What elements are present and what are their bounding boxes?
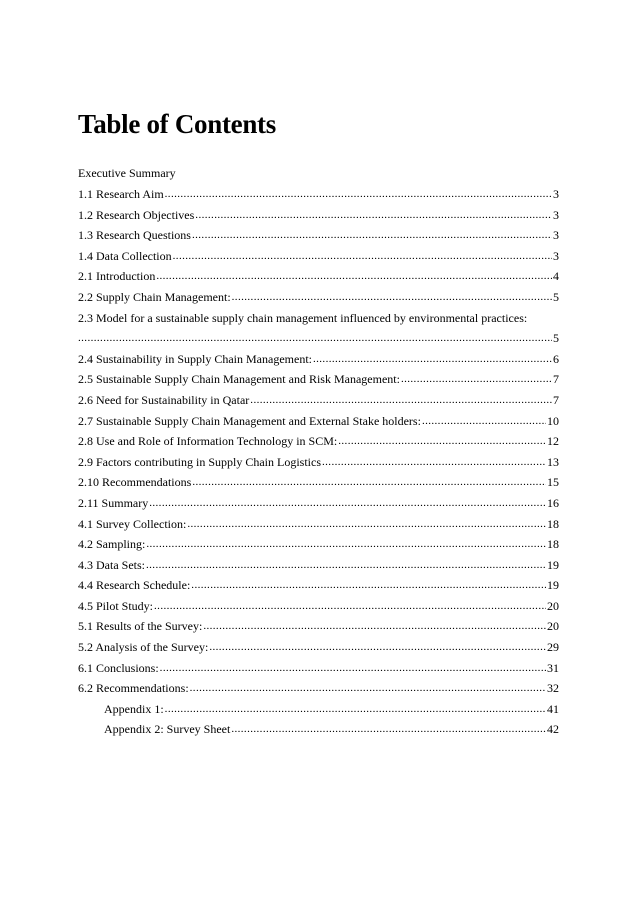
toc-entry-label: 2.7 Sustainable Supply Chain Management and External Stake holders: [78, 413, 421, 428]
toc-entry[interactable] [78, 390, 559, 411]
toc-leader-dots [156, 266, 552, 287]
toc-entry[interactable] [78, 246, 559, 267]
toc-entry-page: 7 [553, 372, 559, 387]
toc-leader-dots [322, 452, 546, 473]
toc-entry[interactable] [78, 514, 559, 535]
toc-leader-dots [191, 575, 546, 596]
toc-entry-label: 2.2 Supply Chain Management: [78, 289, 231, 304]
toc-leader-dots [173, 246, 552, 267]
toc-leader-dots [338, 431, 546, 452]
toc-entry-page: 18 [547, 516, 559, 531]
toc-entries [78, 184, 559, 740]
toc-entry-label: 2.5 Sustainable Supply Chain Management and Risk Management: [78, 372, 400, 387]
toc-entry-label: 2.11 Summary [78, 495, 149, 510]
toc-entry[interactable] [78, 411, 559, 432]
toc-entry-appendix[interactable] [78, 719, 559, 740]
toc-entry-label: 6.1 Conclusions: [78, 660, 159, 675]
toc-leader-dots [203, 616, 546, 637]
toc-entry[interactable] [78, 184, 559, 205]
toc-leader-dots [149, 493, 546, 514]
toc-entry-page: 6 [553, 351, 559, 366]
toc-entry-label: 1.2 Research Objectives [78, 207, 195, 222]
toc-entry-page: 12 [547, 434, 559, 449]
toc-leader-dots [232, 287, 552, 308]
executive-summary-entry: Executive Summary [78, 166, 176, 180]
toc-entry-label: 2.1 Introduction [78, 269, 156, 284]
toc-entry[interactable] [78, 308, 559, 349]
toc-leader-dots [209, 637, 546, 658]
toc-leader-dots [160, 658, 546, 679]
toc-entry[interactable] [78, 452, 559, 473]
toc-entry-label: 1.1 Research Aim [78, 187, 164, 201]
toc-leader-dots [190, 678, 546, 699]
toc-leader-dots [192, 472, 546, 493]
toc-entry-label: 4.5 Pilot Study: [78, 598, 154, 613]
toc-entry[interactable] [78, 225, 559, 246]
toc-entry-page: 5 [553, 289, 559, 304]
toc-leader-dots [187, 514, 546, 535]
toc-entry-page: 3 [553, 187, 559, 201]
toc-entry[interactable] [78, 472, 559, 493]
toc-leader-dots [165, 184, 552, 205]
toc-entry-label: 5.2 Analysis of the Survey: [78, 640, 209, 655]
toc-entry-page: 41 [547, 701, 559, 716]
toc-entry-label: 1.3 Research Questions [78, 228, 191, 243]
toc-entry-label: 1.4 Data Collection [78, 248, 172, 263]
toc-entry-appendix[interactable] [78, 699, 559, 720]
toc-entry-label: 2.3 Model for a sustainable supply chain management influenced by environmental practices: [78, 310, 528, 325]
toc-entry[interactable] [78, 431, 559, 452]
toc-entry-page: 19 [547, 557, 559, 572]
toc-entry[interactable] [78, 534, 559, 555]
toc-entry-label: 2.8 Use and Role of Information Technology in SCM: [78, 434, 338, 449]
toc-entry[interactable] [78, 266, 559, 287]
toc-entry-page: 3 [553, 228, 559, 243]
toc-entry[interactable] [78, 493, 559, 514]
toc-entry-page: 20 [547, 598, 559, 613]
toc-leader-dots [401, 369, 552, 390]
toc-entry-page: 15 [547, 475, 559, 490]
toc-entry-label: 4.3 Data Sets: [78, 557, 145, 572]
toc-entry[interactable] [78, 287, 559, 308]
toc-entry-page: 32 [547, 681, 559, 696]
toc-entry-page: 42 [547, 722, 559, 737]
toc-entry[interactable] [78, 637, 559, 658]
toc-entry-page: 31 [547, 660, 559, 675]
toc-entry-label: 2.9 Factors contributing in Supply Chain Logistics [78, 454, 321, 469]
toc-entry-page: 29 [547, 640, 559, 655]
toc-entry[interactable] [78, 596, 559, 617]
toc-entry[interactable] [78, 349, 559, 370]
toc-leader-dots [146, 534, 546, 555]
toc-entry-page: 18 [547, 537, 559, 552]
toc-entry-label: Appendix 1: [104, 701, 164, 716]
toc-leader-dots [154, 596, 546, 617]
toc-entry-label: Appendix 2: Survey Sheet [104, 722, 231, 737]
toc-entry-label: 2.10 Recommendations [78, 475, 192, 490]
toc-entry[interactable] [78, 658, 559, 679]
toc-entry-page: 3 [553, 248, 559, 263]
toc-entry[interactable] [78, 678, 559, 699]
toc-entry-label: 2.6 Need for Sustainability in Qatar [78, 392, 250, 407]
toc-entry[interactable] [78, 369, 559, 390]
toc-entry-label: 2.4 Sustainability in Supply Chain Management: [78, 351, 312, 366]
toc-entry-label: 4.1 Survey Collection: [78, 516, 187, 531]
toc-leader-dots [192, 225, 552, 246]
toc-entry-label: 4.2 Sampling: [78, 537, 146, 552]
toc-leader-dots [195, 205, 552, 226]
toc-leader-dots [313, 349, 552, 370]
toc-leader-dots [231, 719, 546, 740]
toc-leader-dots [165, 699, 546, 720]
toc-entry-page: 7 [553, 392, 559, 407]
toc-entry-page: 16 [547, 495, 559, 510]
toc-entry[interactable] [78, 575, 559, 596]
document-page [78, 0, 559, 903]
toc-entry[interactable] [78, 616, 559, 637]
toc-entry-page: 5 [553, 331, 559, 346]
toc-leader-dots [250, 390, 552, 411]
toc-entry-page: 3 [553, 207, 559, 222]
toc-entry-page: 19 [547, 578, 559, 593]
toc-entry-label: 4.4 Research Schedule: [78, 578, 191, 593]
toc-title: Table of Contents [78, 109, 276, 139]
toc-entry-label: 6.2 Recommendations: [78, 681, 189, 696]
toc-entry-page: 4 [553, 269, 559, 284]
toc-leader-dots [78, 328, 552, 349]
toc-leader-dots [146, 555, 546, 576]
toc-entry[interactable] [78, 555, 559, 576]
toc-leader-dots [422, 411, 546, 432]
toc-entry-page: 13 [547, 454, 559, 469]
toc-entry-label: 5.1 Results of the Survey: [78, 619, 203, 634]
toc-entry[interactable] [78, 205, 559, 226]
toc-entry-page: 10 [547, 413, 559, 428]
toc-entry-page: 20 [547, 619, 559, 634]
